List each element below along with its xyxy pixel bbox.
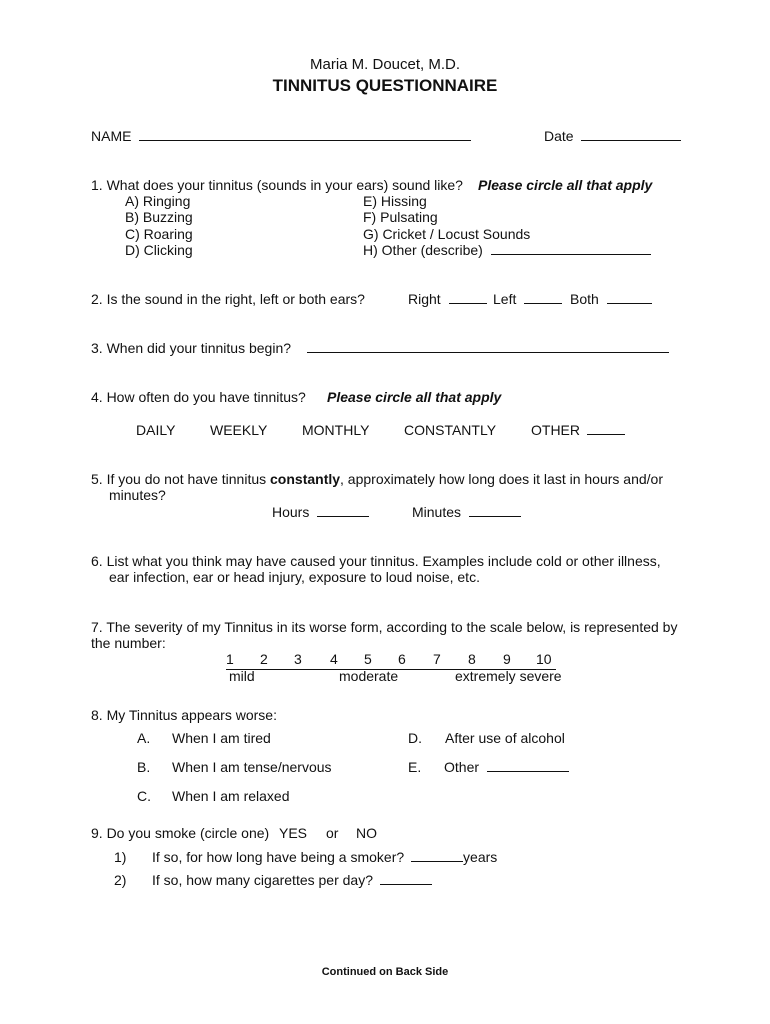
- q8-option-e[interactable]: [444, 759, 569, 775]
- q2-question: 2. Is the sound in the right, left or both ears?: [91, 291, 365, 307]
- q2-left-blank[interactable]: [524, 291, 562, 304]
- scale-7[interactable]: 7: [433, 651, 441, 667]
- q5-line1-b: , approximately how long does it last in hours and/or: [340, 471, 663, 487]
- q1-option-e[interactable]: E) Hissing: [363, 193, 427, 209]
- q5-minutes-label: Minutes: [412, 504, 462, 520]
- q2-right-label: Right: [408, 291, 441, 307]
- q1-other-blank[interactable]: [491, 242, 651, 255]
- q3-answer[interactable]: [307, 340, 669, 356]
- scale-label-severe: extremely severe: [455, 668, 562, 684]
- q4-option-daily[interactable]: DAILY: [136, 422, 176, 438]
- q2-both-label: Both: [570, 291, 599, 307]
- q2-both[interactable]: [570, 291, 652, 307]
- scale-3[interactable]: 3: [294, 651, 302, 667]
- q4-option-weekly[interactable]: WEEKLY: [210, 422, 268, 438]
- name-blank[interactable]: [139, 128, 471, 141]
- q1-option-c[interactable]: C) Roaring: [125, 226, 193, 242]
- date-blank[interactable]: [581, 128, 681, 141]
- q9-sub1-num: 1): [114, 849, 127, 865]
- q1-option-b[interactable]: B) Buzzing: [125, 209, 193, 225]
- q1-option-h[interactable]: [363, 242, 651, 258]
- q1-question: 1. What does your tinnitus (sounds in your ears) sound like?: [91, 177, 463, 193]
- q8-letter-e: E.: [408, 759, 422, 775]
- q9-question: 9. Do you smoke (circle one): [91, 825, 270, 841]
- q2-both-blank[interactable]: [607, 291, 652, 304]
- q9-no[interactable]: NO: [356, 825, 377, 841]
- q1-option-h-label: H) Other (describe): [363, 242, 483, 258]
- q8-question: 8. My Tinnitus appears worse:: [91, 707, 277, 723]
- q6-line1: 6. List what you think may have caused your tinnitus. Examples include cold or other illness,: [91, 553, 661, 569]
- q1-option-g[interactable]: G) Cricket / Locust Sounds: [363, 226, 531, 242]
- q5-minutes-blank[interactable]: [469, 504, 521, 517]
- q4-option-monthly[interactable]: MONTHLY: [302, 422, 370, 438]
- q9-sub2-text: If so, how many cigarettes per day?: [152, 872, 373, 888]
- q6-line2: ear infection, ear or head injury, exposure to loud noise, etc.: [109, 569, 480, 585]
- scale-6[interactable]: 6: [398, 651, 406, 667]
- footer-note: Continued on Back Side: [321, 966, 449, 978]
- q4-other-label: OTHER: [531, 422, 580, 438]
- q5-hours-label: Hours: [272, 504, 310, 520]
- q8-letter-a: A.: [137, 730, 151, 746]
- q5-line1-a: 5. If you do not have tinnitus: [91, 471, 271, 487]
- q9-cigarettes-blank[interactable]: [380, 872, 432, 885]
- q1-note: Please circle all that apply: [478, 177, 653, 193]
- scale-8[interactable]: 8: [468, 651, 476, 667]
- q1-option-f[interactable]: F) Pulsating: [363, 209, 438, 225]
- q8-option-b[interactable]: When I am tense/nervous: [172, 759, 332, 775]
- q4-other-blank[interactable]: [587, 422, 625, 435]
- q9-sub2-num: 2): [114, 872, 127, 888]
- q5-line1-bold: constantly: [270, 471, 341, 487]
- q2-left[interactable]: [493, 291, 562, 307]
- q9-sub1[interactable]: [152, 849, 497, 865]
- q5-hours[interactable]: [272, 504, 369, 520]
- q8-other-blank[interactable]: [487, 759, 569, 772]
- q5-hours-blank[interactable]: [317, 504, 369, 517]
- q8-letter-d: D.: [408, 730, 422, 746]
- q8-letter-c: C.: [137, 788, 151, 804]
- q9-yes[interactable]: YES: [279, 825, 308, 841]
- q8-option-c[interactable]: When I am relaxed: [172, 788, 290, 804]
- q8-option-a[interactable]: When I am tired: [172, 730, 271, 746]
- q8-option-e-label: Other: [444, 759, 480, 775]
- scale-1[interactable]: 1: [226, 651, 234, 667]
- q7-line2: the number:: [91, 635, 166, 651]
- q5-line1: [91, 471, 663, 487]
- scale-10[interactable]: 10: [536, 651, 552, 667]
- q3-blank[interactable]: [307, 340, 669, 353]
- q9-sub2[interactable]: [152, 872, 432, 888]
- date-field[interactable]: [544, 128, 681, 144]
- q4-question: 4. How often do you have tinnitus?: [91, 389, 306, 405]
- q4-option-other[interactable]: [531, 422, 625, 438]
- scale-label-mild: mild: [229, 668, 255, 684]
- q2-right-blank[interactable]: [449, 291, 487, 304]
- scale-label-moderate: moderate: [339, 668, 399, 684]
- q3-question: 3. When did your tinnitus begin?: [91, 340, 292, 356]
- q8-letter-b: B.: [137, 759, 151, 775]
- name-field[interactable]: [91, 128, 471, 144]
- doctor-name: Maria M. Doucet, M.D.: [309, 56, 461, 73]
- scale-4[interactable]: 4: [330, 651, 338, 667]
- q8-option-d[interactable]: After use of alcohol: [445, 730, 565, 746]
- date-label: Date: [544, 128, 574, 144]
- scale-2[interactable]: 2: [260, 651, 268, 667]
- q4-option-constantly[interactable]: CONSTANTLY: [404, 422, 497, 438]
- q9-sub1-suffix: years: [463, 849, 498, 865]
- q1-option-d[interactable]: D) Clicking: [125, 242, 193, 258]
- page-title: TINNITUS QUESTIONNAIRE: [272, 76, 498, 95]
- q5-line2: minutes?: [109, 487, 166, 503]
- q7-line1: 7. The severity of my Tinnitus in its worse form, according to the scale below, is represented by: [91, 619, 678, 635]
- q1-option-a[interactable]: A) Ringing: [125, 193, 191, 209]
- q4-note: Please circle all that apply: [327, 389, 502, 405]
- q5-minutes[interactable]: [412, 504, 521, 520]
- q2-right[interactable]: [408, 291, 487, 307]
- scale-5[interactable]: 5: [364, 651, 372, 667]
- q9-years-blank[interactable]: [411, 849, 463, 862]
- name-label: NAME: [91, 128, 132, 144]
- scale-9[interactable]: 9: [503, 651, 511, 667]
- q9-or: or: [326, 825, 339, 841]
- q2-left-label: Left: [493, 291, 517, 307]
- q9-sub1-text: If so, for how long have being a smoker?: [152, 849, 405, 865]
